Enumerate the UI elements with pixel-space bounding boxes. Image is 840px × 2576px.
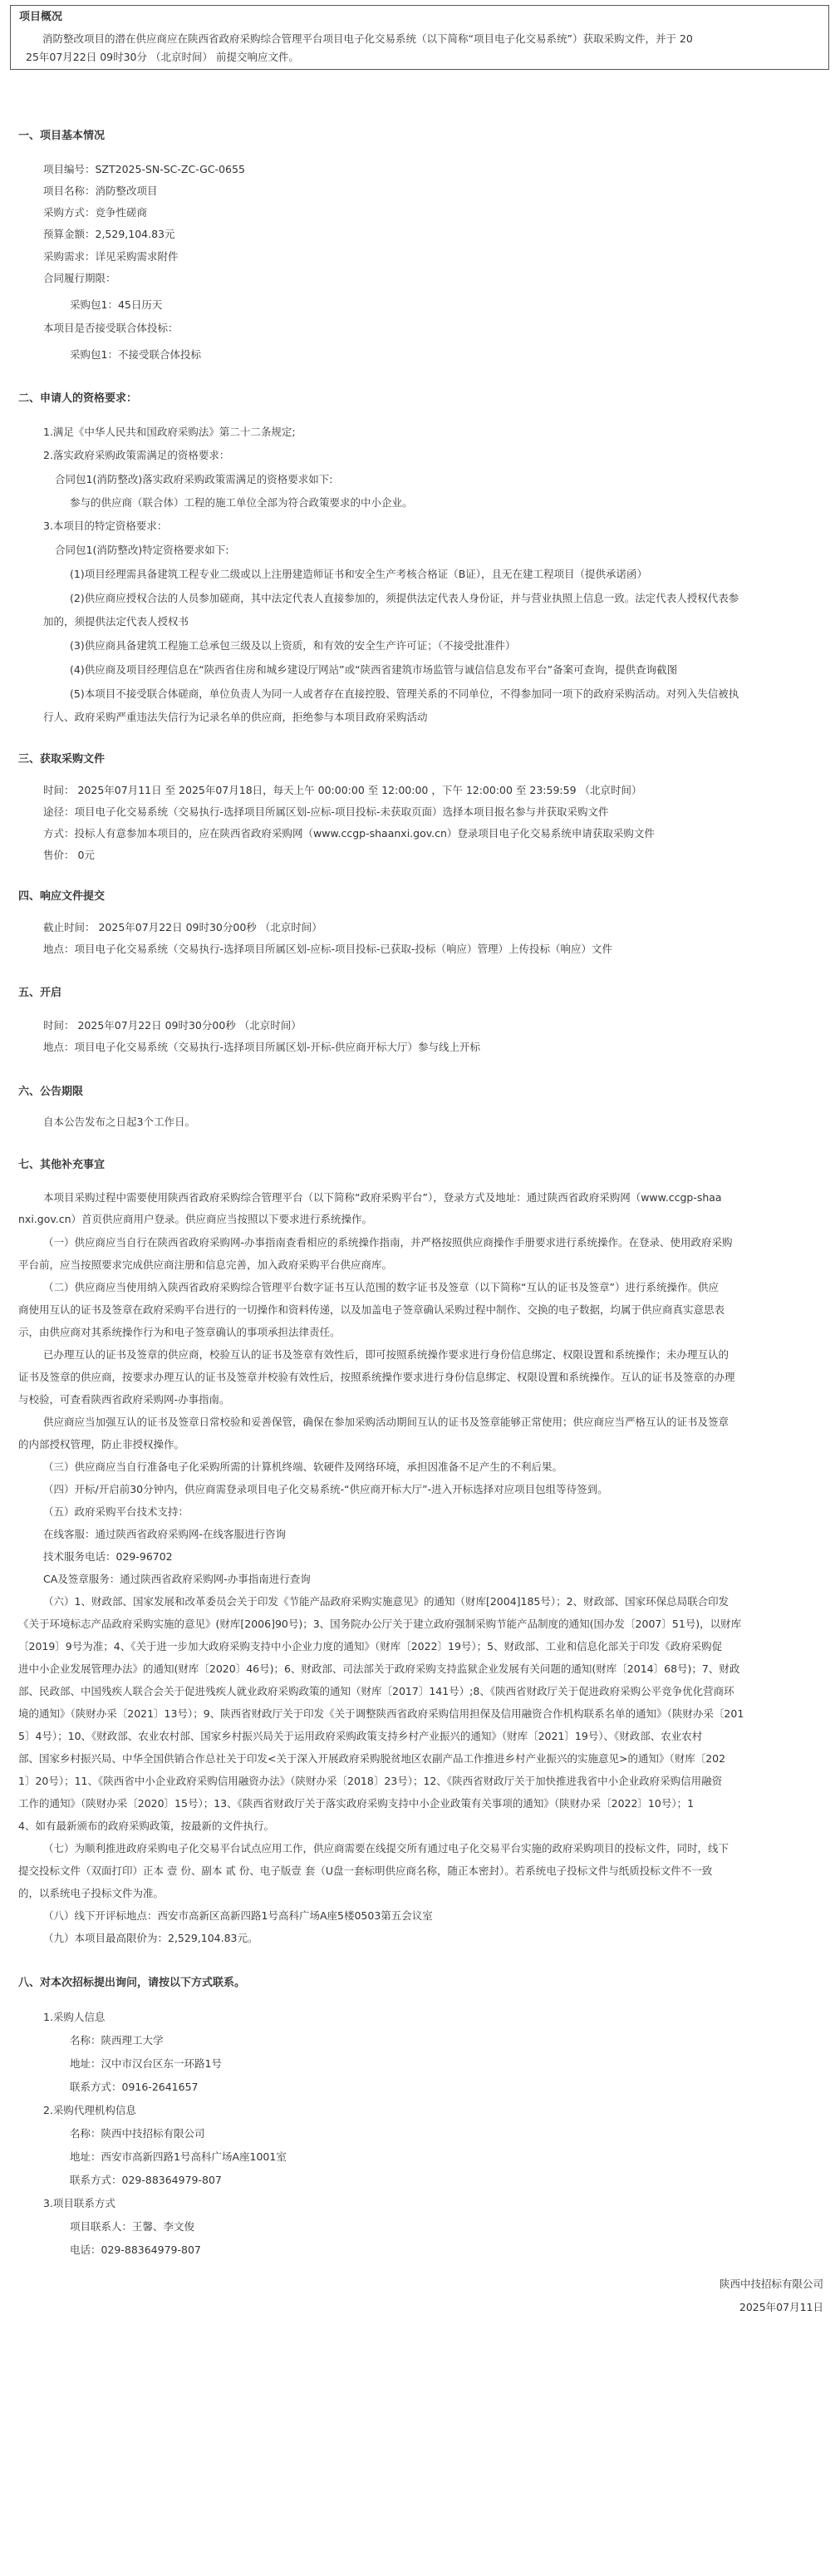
qualification-item: 1.满足《中华人民共和国政府采购法》第二十二条规定; — [43, 426, 296, 438]
supplement-line: 在线客服：通过陕西省政府采购网-在线客服进行咨询 — [43, 1528, 287, 1540]
procurement-requirement: 采购需求：详见采购需求附件 — [43, 250, 179, 263]
agency-name: 名称：陕西中技招标有限公司 — [70, 2127, 205, 2140]
qualification-item: 参与的供应商（联合体）工程的施工单位全部为符合政策要求的中小企业。 — [70, 496, 413, 509]
supplement-line: （二）供应商应当使用纳入陕西省政府采购综合管理平台数字证书互认范围的数字证书及签章（以下简称“互认的证书及签章”）进行系统操作。供应 — [43, 1281, 719, 1293]
qualification-item: (2)供应商应授权合法的人员参加磋商，其中法定代表人直接参加的，须提供法定代表人身份证，并与营业执照上信息一致。法定代表人授权代表参 — [70, 592, 739, 604]
project-contact-phone: 电话：029-88364979-807 — [70, 2244, 201, 2256]
supplement-line: 5〕4号）；10、《财政部、农业农村部、国家乡村振兴局关于运用政府采购政策支持乡村产业振兴的通知》（财库〔2021〕19号）、《财政部、农业农村 — [18, 1730, 703, 1742]
qualification-item: (5)本项目不接受联合体磋商，单位负责人为同一人或者存在直接控股、管理关系的不同单位，不得参加同一项下的政府采购活动。对列入失信被执 — [70, 687, 739, 700]
qualification-item: 2.落实政府采购政策需满足的资格要求： — [43, 449, 230, 461]
supplement-line: 进中小企业发展管理办法》的通知(财库〔2020〕46号)；6、财政部、司法部关于政府采购支持监狱企业发展有关问题的通知(财库〔2014〕68号)；7、财政 — [18, 1662, 740, 1675]
section-5-heading: 五、开启 — [18, 987, 62, 999]
project-summary-box — [10, 5, 829, 70]
supplement-line: （三）供应商应当自行准备电子化采购所需的计算机终端、软硬件及网络环境，承担因准备不足产生的不利后果。 — [43, 1460, 563, 1473]
submission-location: 地点：项目电子化交易系统（交易执行-选择项目所属区划-应标-项目投标-已获取-投标（响应）管理）上传投标（响应）文件 — [43, 943, 613, 955]
budget-amount: 预算金额：2,529,104.83元 — [43, 228, 175, 240]
supplement-line: nxi.gov.cn）首页供应商用户登录。供应商应当按照以下要求进行系统操作。 — [18, 1213, 373, 1225]
supplement-line: 1〕20号）；11、《陕西省中小企业政府采购信用融资办法》（陕财办采〔2018〕23号）；12、《陕西省财政厅关于加快推进我省中小企业政府采购信用融资 — [18, 1775, 723, 1787]
qualification-item: (1)项目经理需具备建筑工程专业二级或以上注册建造师证书和安全生产考核合格证（B证），且无在建工程项目（提供承诺函） — [70, 568, 648, 580]
supplement-line: 与校验，可查看陕西省政府采购网-办事指南。 — [18, 1393, 230, 1406]
section-7-heading: 七、其他补充事宜 — [18, 1159, 106, 1171]
section-1-heading: 一、项目基本情况 — [18, 130, 106, 142]
qualification-item: 加的，须提供法定代表人授权书 — [43, 615, 189, 628]
supplement-line: 平台前，应当按照要求完成供应商注册和信息完善，加入政府采购平台供应商库。 — [18, 1258, 393, 1271]
submission-deadline: 截止时间： 2025年07月22日 09时30分00秒 （北京时间） — [43, 921, 322, 933]
supplement-line: （八）线下开评标地点：西安市高新区高新四路1号高科广场A座5楼0503第五会议室 — [43, 1909, 433, 1922]
procurement-method: 采购方式：竞争性磋商 — [43, 206, 148, 219]
purchaser-name: 名称：陕西理工大学 — [70, 2034, 164, 2047]
supplement-line: 《关于环境标志产品政府采购实施的意见》(财库[2006]90号)；3、国务院办公厅关于建立政府强制采购节能产品制度的通知(国办发〔2007〕51号)，以财库 — [18, 1618, 742, 1630]
signature-date: 2025年07月11日 — [739, 2301, 823, 2313]
document-method: 方式：投标人有意参加本项目的，应在陕西省政府采购网（www.ccgp-shaanxi.gov.cn）登录项目电子化交易系统申请获取采购文件 — [43, 827, 655, 840]
qualification-item: (4)供应商及项目经理信息在“陕西省住房和城乡建设厅网站”或“陕西省建筑市场监管与诚信信息发布平台”备案可查询，提供查询截图 — [70, 663, 678, 676]
section-8-heading: 八、对本次招标提出询问，请按以下方式联系。 — [18, 1977, 246, 1989]
contact-subheading: 1.采购人信息 — [43, 2011, 106, 2023]
section-2-heading: 二、申请人的资格要求： — [18, 392, 138, 405]
supplement-line: 提交投标文件（双面打印）正本 壹 份、副本 贰 份、电子版壹 套（U盘一套标明供应商名称，随正本密封）。若系统电子投标文件与纸质投标文件不一致 — [18, 1864, 713, 1877]
contact-subheading: 3.项目联系方式 — [43, 2197, 115, 2209]
consortium-label: 本项目是否接受联合体投标： — [43, 322, 179, 334]
contract-period-label: 合同履行期限： — [43, 272, 116, 284]
supplement-line: 技术服务电话：029-96702 — [43, 1550, 173, 1563]
section-4-heading: 四、响应文件提交 — [18, 890, 106, 903]
supplement-line: （四）开标/开启前30分钟内，供应商需登录项目电子化交易系统-“供应商开标大厅”-进入开标选择对应项目包组等待签到。 — [43, 1483, 608, 1495]
supplement-line: 的内部授权管理，防止非授权操作。 — [18, 1438, 185, 1451]
section-6-heading: 六、公告期限 — [18, 1086, 84, 1098]
summary-title: 项目概况 — [19, 11, 63, 23]
supplement-line: CA及签章服务：通过陕西省政府采购网-办事指南进行查询 — [43, 1573, 311, 1585]
consortium-value: 采购包1：不接受联合体投标 — [70, 348, 201, 361]
supplement-line: 本项目采购过程中需要使用陕西省政府采购综合管理平台（以下简称“政府采购平台”），登录方式及地址：通过陕西省政府采购网（www.ccgp-shaa — [43, 1191, 722, 1204]
opening-location: 地点：项目电子化交易系统（交易执行-选择项目所属区划-开标-供应商开标大厅）参与线上开标 — [43, 1041, 481, 1053]
supplement-line: （五）政府采购平台技术支持： — [43, 1505, 189, 1518]
document-channel: 途径：项目电子化交易系统（交易执行-选择项目所属区划-应标-项目投标-未获取页面）选择本项目报名参与并获取采购文件 — [43, 805, 609, 818]
supplement-line: 商使用互认的证书及签章在政府采购平台进行的一切操作和资料传递，以及加盖电子签章确认采购过程中制作、交换的电子数据，均属于供应商真实意思表 — [18, 1303, 725, 1316]
supplement-line: 部、民政部、中国残疾人联合会关于促进残疾人就业政府采购政策的通知（财库〔2017〕141号）;8、《陕西省财政厅关于促进政府采购公平竞争优化营商环 — [18, 1685, 734, 1697]
supplement-line: 〔2019〕9号为准；4、《关于进一步加大政府采购支持中小企业力度的通知》（财库〔2022〕19号）；5、财政部、工业和信息化部关于印发《政府采购促 — [18, 1640, 723, 1652]
purchaser-phone: 联系方式：0916-2641657 — [70, 2081, 199, 2093]
qualification-item: 3.本项目的特定资格要求： — [43, 520, 168, 532]
project-contact-person: 项目联系人：王馨、李文俊 — [70, 2220, 195, 2233]
qualification-item: (3)供应商具备建筑工程施工总承包三级及以上资质，和有效的安全生产许可证；（不接受批准件） — [70, 639, 516, 652]
opening-time: 时间： 2025年07月22日 09时30分00秒 （北京时间） — [43, 1019, 302, 1032]
qualification-item: 行人、政府采购严重违法失信行为记录名单的供应商，拒绝参与本项目政府采购活动 — [43, 711, 428, 723]
supplement-line: 供应商应当加强互认的证书及签章日常校验和妥善保管，确保在参加采购活动期间互认的证书及签章能够正常使用；供应商应当严格互认的证书及签章 — [43, 1416, 729, 1428]
agency-address: 地址：西安市高新四路1号高科广场A座1001室 — [70, 2150, 287, 2163]
contact-subheading: 2.采购代理机构信息 — [43, 2104, 136, 2116]
supplement-line: 4、如有最新颁布的政府采购政策，按最新的文件执行。 — [18, 1820, 274, 1832]
project-name: 项目名称：消防整改项目 — [43, 185, 158, 197]
supplement-line: 证书及签章的供应商，按要求办理互认的证书及签章并校验有效性后，按照系统操作要求进行身份信息绑定、权限设置和系统操作。互认的证书及签章的办理 — [18, 1371, 735, 1383]
section-3-heading: 三、获取采购文件 — [18, 753, 106, 766]
document-period: 时间： 2025年07月11日 至 2025年07月18日，每天上午 00:00:00 至 12:00:00 ，下午 12:00:00 至 23:59:59 （北京时间） — [43, 784, 642, 796]
supplement-line: （一）供应商应当自行在陕西省政府采购网-办事指南查看相应的系统操作指南，并严格按照供应商操作手册要求进行系统操作。在登录、使用政府采购 — [43, 1236, 733, 1249]
summary-line-1: 消防整改项目的潜在供应商应在陕西省政府采购综合管理平台项目电子化交易系统（以下简称“项目电子化交易系统”）获取采购文件，并于 20 — [42, 32, 693, 45]
purchaser-address: 地址：汉中市汉台区东一环路1号 — [70, 2057, 222, 2070]
supplement-line: 已办理互认的证书及签章的供应商，校验互认的证书及签章有效性后，即可按照系统操作要求进行身份信息绑定、权限设置和系统操作；未办理互认的 — [43, 1348, 729, 1361]
summary-line-2: 25年07月22日 09时30分 （北京时间） 前提交响应文件。 — [26, 51, 299, 63]
supplement-line: 部、国家乡村振兴局、中华全国供销合作总社关于印发<关于深入开展政府采购脱贫地区农副产品工作推进乡村产业振兴的实施意见>的通知》（财库〔202 — [18, 1752, 726, 1765]
supplement-line: （七）为顺利推进政府采购电子化交易平台试点应用工作，供应商需要在线提交所有通过电子化交易平台实施的政府采购项目的投标文件，同时，线下 — [43, 1842, 729, 1854]
signature-org: 陕西中技招标有限公司 — [719, 2278, 823, 2290]
qualification-item: 合同包1(消防整改)特定资格要求如下: — [55, 544, 229, 556]
supplement-line: （九）本项目最高限价为：2,529,104.83元。 — [43, 1932, 258, 1944]
supplement-line: 示，由供应商对其系统操作行为和电子签章确认的事项承担法律责任。 — [18, 1326, 341, 1338]
supplement-line: 工作的通知》（陕财办采〔2020〕15号）；13、《陕西省财政厅关于落实政府采购支持中小企业政策有关事项的通知》（陕财办采〔2022〕10号）；1 — [18, 1797, 695, 1810]
agency-phone: 联系方式：029-88364979-807 — [70, 2174, 222, 2186]
qualification-item: 合同包1(消防整改)落实政府采购政策需满足的资格要求如下: — [55, 473, 333, 485]
document-price: 售价： 0元 — [43, 849, 95, 861]
supplement-line: 境的通知》（陕财办采〔2021〕13号）；9、陕西省财政厅关于印发《关于调整陕西省政府采购信用担保及信用融资合作机构联系名单的通知》（陕财办采〔201 — [18, 1707, 744, 1720]
supplement-line: （六）1、财政部、国家发展和改革委员会关于印发《节能产品政府采购实施意见》的通知（财库[2004]185号）；2、财政部、国家环保总局联合印发 — [43, 1595, 729, 1608]
announcement-period: 自本公告发布之日起3个工作日。 — [43, 1116, 195, 1128]
supplement-line: 的，以系统电子投标文件为准。 — [18, 1887, 165, 1899]
contract-period-value: 采购包1：45日历天 — [70, 298, 163, 311]
project-number: 项目编号：SZT2025-SN-SC-ZC-GC-0655 — [43, 163, 245, 175]
